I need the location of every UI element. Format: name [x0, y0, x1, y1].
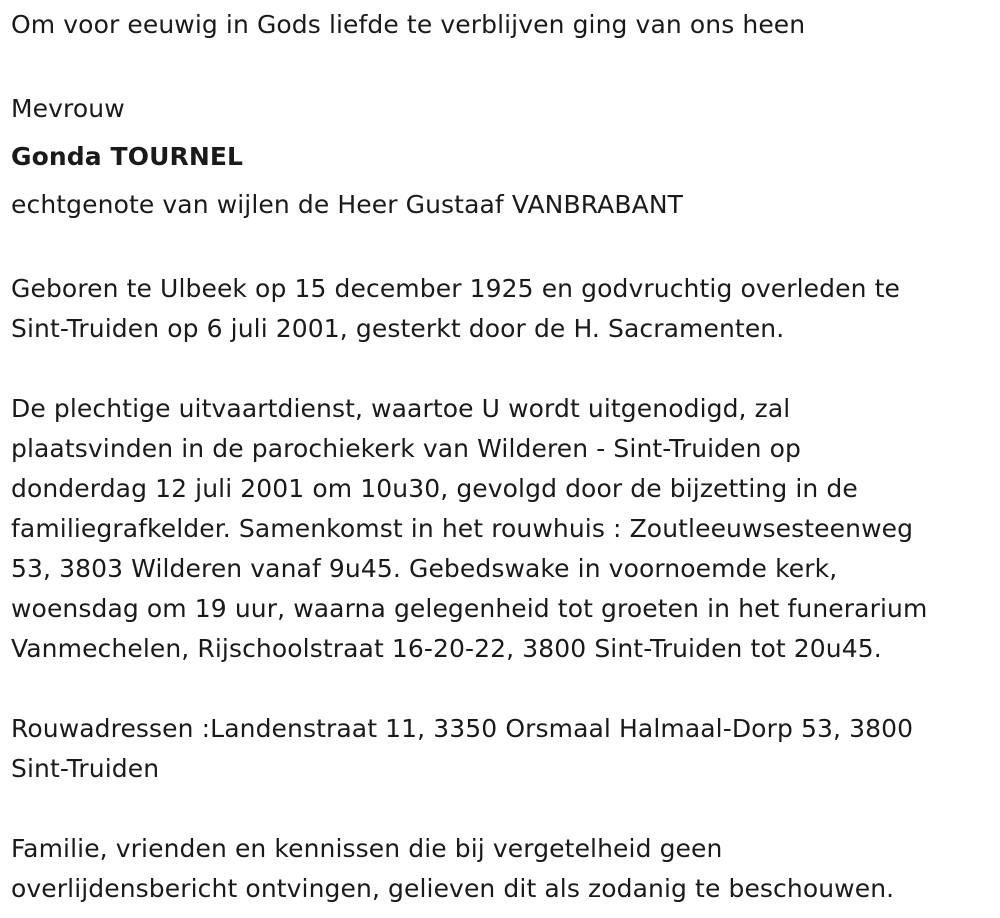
funeral-paragraph — [11, 389, 991, 669]
paragraph-line: Sint-Truiden — [11, 754, 160, 783]
obituary-document — [11, 0, 991, 909]
spacer — [11, 229, 991, 269]
addresses-paragraph — [11, 709, 991, 789]
spacer — [11, 45, 991, 85]
paragraph-line: plaatsvinden in de parochiekerk van Wilderen - Sint-Truiden op — [11, 434, 801, 463]
paragraph-line: overlijdensbericht ontvingen, gelieven dit als zodanig te beschouwen. — [11, 874, 895, 903]
deceased-name: Gonda TOURNEL — [11, 142, 244, 171]
paragraph-line: donderdag 12 juli 2001 om 10u30, gevolgd door de bijzetting in de — [11, 474, 858, 503]
paragraph-line: Vanmechelen, Rijschoolstraat 16-20-22, 3800 Sint-Truiden tot 20u45. — [11, 634, 882, 663]
paragraph-line: Rouwadressen :Landenstraat 11, 3350 Orsmaal Halmaal-Dorp 53, 3800 — [11, 714, 914, 743]
closing-paragraph — [11, 829, 991, 909]
paragraph-line: De plechtige uitvaartdienst, waartoe U wordt uitgenodigd, zal — [11, 394, 791, 423]
paragraph-line: Familie, vrienden en kennissen die bij vergetelheid geen — [11, 834, 723, 863]
spacer — [11, 789, 991, 829]
paragraph-line: familiegrafkelder. Samenkomst in het rouwhuis : Zoutleeuwsesteenweg — [11, 514, 914, 543]
paragraph-line: 53, 3803 Wilderen vanaf 9u45. Gebedswake in voornoemde kerk, — [11, 554, 838, 583]
deceased-block — [11, 85, 991, 229]
intro-text: Om voor eeuwig in Gods liefde te verblijven ging van ons heen — [11, 10, 806, 39]
paragraph-line: Sint-Truiden op 6 juli 2001, gesterkt door de H. Sacramenten. — [11, 314, 785, 343]
birth-death-paragraph — [11, 269, 991, 349]
spouse-text: echtgenote van wijlen de Heer Gustaaf VANBRABANT — [11, 190, 684, 219]
paragraph-line: Geboren te Ulbeek op 15 december 1925 en godvruchtig overleden te — [11, 274, 900, 303]
honorific-title: Mevrouw — [11, 94, 125, 123]
spacer — [11, 669, 991, 709]
paragraph-line: woensdag om 19 uur, waarna gelegenheid tot groeten in het funerarium — [11, 594, 928, 623]
spacer — [11, 349, 991, 389]
